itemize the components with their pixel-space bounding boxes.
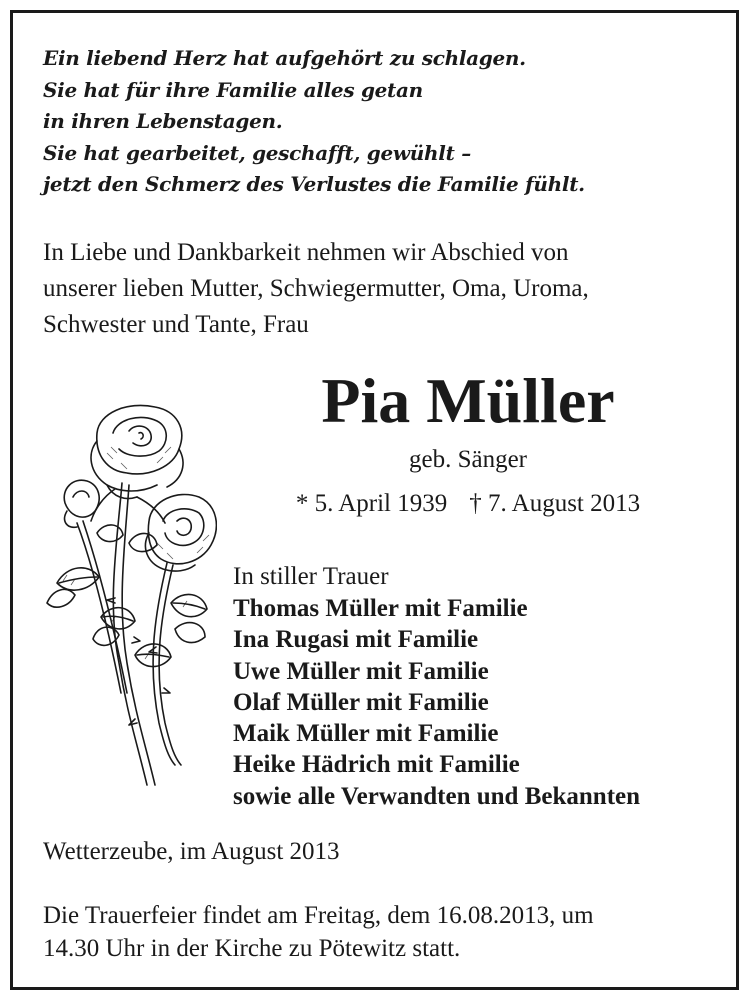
poem-line: in ihren Lebenstagen. xyxy=(43,109,283,133)
ceremony-info xyxy=(43,899,733,965)
mourners-list xyxy=(233,593,640,812)
rose-icon xyxy=(37,393,217,788)
poem-line: Ein liebend Herz hat aufgehört zu schlagen. xyxy=(43,46,526,70)
mourner-entry: Olaf Müller mit Familie xyxy=(233,688,489,716)
mourners-intro: In stiller Trauer xyxy=(233,563,389,590)
poem-line: jetzt den Schmerz des Verlustes die Familie fühlt. xyxy=(43,172,585,196)
mourner-entry: sowie alle Verwandten und Bekannten xyxy=(233,782,641,810)
mourner-entry: Ina Rugasi mit Familie xyxy=(233,626,479,654)
farewell-line: unserer lieben Mutter, Schwiegermutter, Oma, Uroma, xyxy=(43,275,589,302)
ceremony-line: 14.30 Uhr in der Kirche zu Pötewitz statt. xyxy=(43,935,461,962)
deceased-name: Pia Müller xyxy=(321,365,615,436)
birth-name: geb. Sänger xyxy=(408,446,528,473)
mourner-entry: Uwe Müller mit Familie xyxy=(233,657,489,685)
farewell-text xyxy=(43,235,723,343)
ceremony-line: Die Trauerfeier findet am Freitag, dem 16.08.2013, um xyxy=(43,902,594,929)
mourner-entry: Heike Hädrich mit Familie xyxy=(233,751,520,779)
farewell-line: Schwester und Tante, Frau xyxy=(43,311,309,338)
obituary-notice xyxy=(10,10,739,990)
poem-line: Sie hat für ihre Familie alles getan xyxy=(43,77,423,102)
farewell-line: In Liebe und Dankbarkeit nehmen wir Abschied von xyxy=(43,239,569,266)
life-dates xyxy=(223,487,713,521)
place-date: Wetterzeube, im August 2013 xyxy=(43,838,340,865)
birth-date: * 5. April 1939 xyxy=(295,490,448,517)
mourner-entry: Thomas Müller mit Familie xyxy=(233,595,528,622)
mourner-entry: Maik Müller mit Familie xyxy=(233,720,499,748)
poem-line: Sie hat gearbeitet, geschafft, gewühlt – xyxy=(43,140,471,165)
poem xyxy=(43,43,585,201)
death-date: † 7. August 2013 xyxy=(469,490,641,517)
